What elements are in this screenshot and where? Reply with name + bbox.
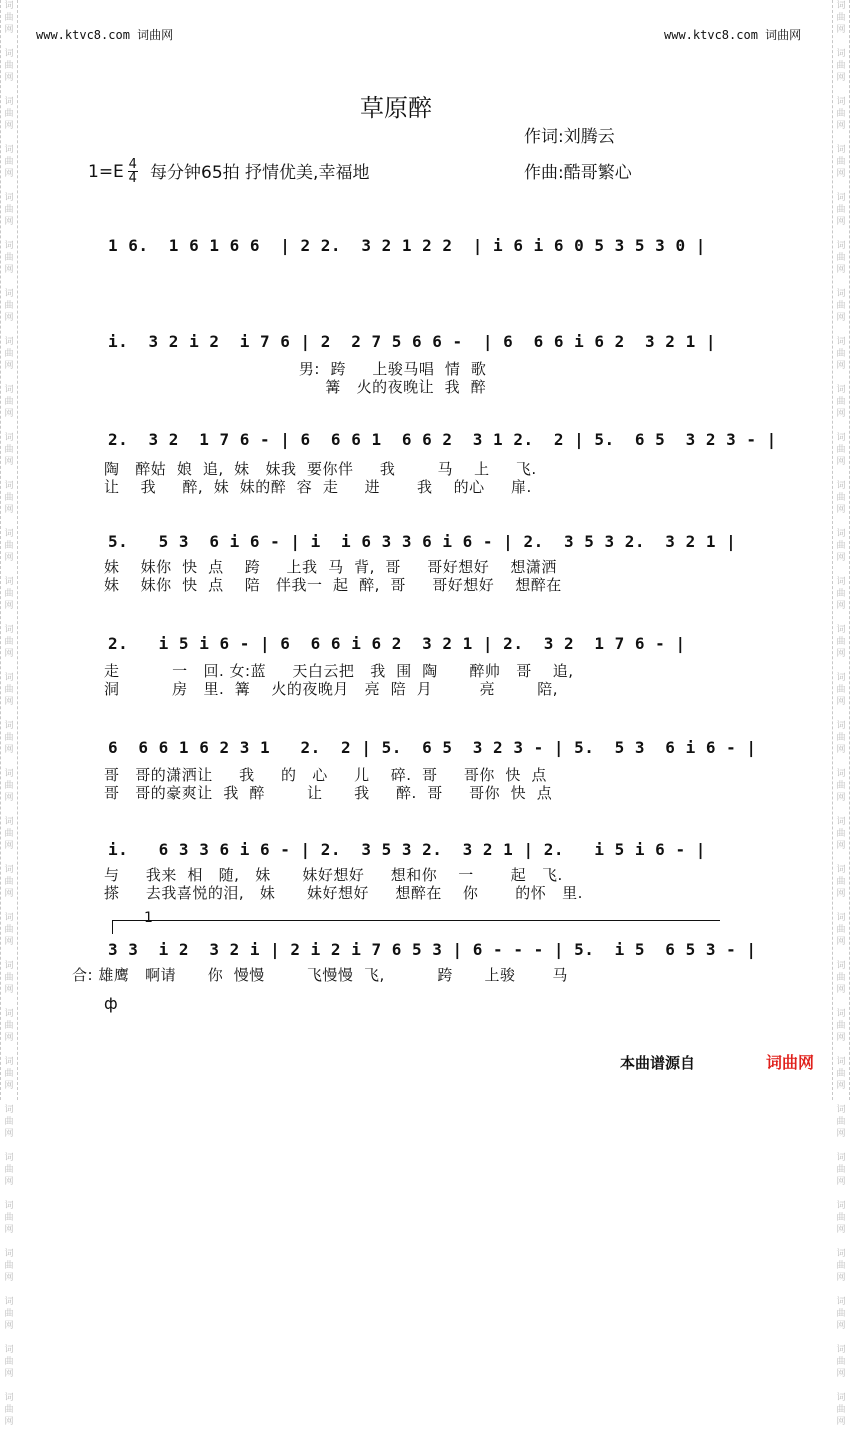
watermark-glyph: 网 xyxy=(836,745,846,755)
watermark-glyph: 网 xyxy=(836,1081,846,1091)
watermark-glyph: 网 xyxy=(836,649,846,659)
watermark-glyph: 词 xyxy=(4,1393,14,1403)
watermark-gap xyxy=(840,132,843,144)
watermark-glyph: 网 xyxy=(836,25,846,35)
watermark-glyph: 词 xyxy=(4,529,14,539)
watermark-gap xyxy=(840,420,843,432)
watermark-glyph: 曲 xyxy=(4,973,14,983)
watermark-gap xyxy=(8,564,11,576)
watermark-glyph: 网 xyxy=(4,1129,14,1139)
watermark-glyph: 网 xyxy=(836,1129,846,1139)
watermark-glyph: 网 xyxy=(4,1225,14,1235)
watermark-gap xyxy=(8,324,11,336)
watermark-glyph: 曲 xyxy=(836,13,846,23)
watermark-glyph: 词 xyxy=(836,1,846,11)
watermark-glyph: 曲 xyxy=(4,349,14,359)
watermark-glyph: 曲 xyxy=(836,445,846,455)
watermark-gap xyxy=(8,852,11,864)
watermark-glyph: 曲 xyxy=(836,61,846,71)
watermark-glyph: 网 xyxy=(4,1417,14,1427)
watermark-gap xyxy=(840,228,843,240)
watermark-gap xyxy=(840,1140,843,1152)
watermark-glyph: 词 xyxy=(836,529,846,539)
watermark-glyph: 曲 xyxy=(836,1261,846,1271)
watermark-gap xyxy=(840,852,843,864)
watermark-glyph: 曲 xyxy=(4,397,14,407)
watermark-glyph: 词 xyxy=(4,1,14,11)
coda-icon: ф xyxy=(104,994,118,1013)
watermark-glyph: 网 xyxy=(836,697,846,707)
watermark-glyph: 曲 xyxy=(4,925,14,935)
watermark-glyph: 曲 xyxy=(4,157,14,167)
watermark-glyph: 词 xyxy=(836,577,846,587)
watermark-glyph: 词 xyxy=(836,97,846,107)
watermark-glyph: 曲 xyxy=(836,637,846,647)
watermark-glyph: 词 xyxy=(4,337,14,347)
watermark-gap xyxy=(8,276,11,288)
watermark-gap xyxy=(8,1284,11,1296)
watermark-glyph: 曲 xyxy=(4,445,14,455)
watermark-glyph: 网 xyxy=(4,169,14,179)
watermark-glyph: 词 xyxy=(836,913,846,923)
notation-line: 6 6 6 1 6 2 3 1 2. 2 | 5. 6 5 3 2 3 - | 5. 5 3 6 i 6 - | xyxy=(108,738,757,757)
watermark-glyph: 曲 xyxy=(4,109,14,119)
watermark-glyph: 网 xyxy=(4,217,14,227)
watermark-glyph: 曲 xyxy=(836,1069,846,1079)
watermark-glyph: 网 xyxy=(4,937,14,947)
watermark-glyph: 词 xyxy=(4,193,14,203)
volta-number: 1 xyxy=(144,910,153,926)
watermark-glyph: 曲 xyxy=(4,301,14,311)
watermark-glyph: 词 xyxy=(836,1009,846,1019)
watermark-glyph: 网 xyxy=(836,937,846,947)
watermark-glyph: 网 xyxy=(4,1033,14,1043)
watermark-gap xyxy=(840,900,843,912)
watermark-gap xyxy=(840,1092,843,1104)
watermark-gap xyxy=(840,708,843,720)
watermark-glyph: 词 xyxy=(4,1249,14,1259)
watermark-glyph: 网 xyxy=(836,457,846,467)
watermark-glyph: 词 xyxy=(836,49,846,59)
watermark-glyph: 词 xyxy=(4,769,14,779)
watermark-glyph: 曲 xyxy=(4,589,14,599)
watermark-glyph: 曲 xyxy=(4,1213,14,1223)
watermark-glyph: 网 xyxy=(4,985,14,995)
watermark-gap xyxy=(8,1092,11,1104)
watermark-glyph: 曲 xyxy=(4,685,14,695)
lyric-line: 与 我来 相 随, 妹 妹好想好 想和你 一 起 飞. xyxy=(104,866,563,884)
key-signature xyxy=(88,158,144,185)
watermark-gap xyxy=(840,1332,843,1344)
watermark-glyph: 曲 xyxy=(4,1261,14,1271)
watermark-glyph: 词 xyxy=(836,721,846,731)
notation-line: i. 3 2 i 2 i 7 6 | 2 2 7 5 6 6 - | 6 6 6 i 6 2 3 2 1 | xyxy=(108,332,716,351)
watermark-glyph: 词 xyxy=(836,193,846,203)
watermark-glyph: 网 xyxy=(4,1273,14,1283)
site-url-right[interactable]: www.ktvc8.com 词曲网 xyxy=(664,28,802,42)
watermark-glyph: 曲 xyxy=(836,1309,846,1319)
watermark-glyph: 曲 xyxy=(836,1021,846,1031)
lyric-line: 搽 去我喜悦的泪, 妹 妹好想好 想醉在 你 的怀 里. xyxy=(104,884,583,902)
watermark-glyph: 词 xyxy=(4,625,14,635)
watermark-glyph: 词 xyxy=(836,481,846,491)
watermark-glyph: 网 xyxy=(836,121,846,131)
watermark-glyph: 网 xyxy=(836,1369,846,1379)
watermark-glyph: 曲 xyxy=(4,1021,14,1031)
watermark-glyph: 词 xyxy=(4,673,14,683)
watermark-glyph: 词 xyxy=(4,145,14,155)
lyric-line: 妹 妹你 快 点 陪 伴我一 起 醉, 哥 哥好想好 想醉在 xyxy=(104,576,562,594)
watermark-gap xyxy=(8,1380,11,1392)
watermark-glyph: 词 xyxy=(4,1201,14,1211)
watermark-glyph: 网 xyxy=(4,1321,14,1331)
watermark-glyph: 词 xyxy=(836,385,846,395)
watermark-glyph: 曲 xyxy=(836,493,846,503)
watermark-gap xyxy=(840,180,843,192)
watermark-glyph: 词 xyxy=(4,1297,14,1307)
song-title: 草原醉 xyxy=(360,94,432,122)
watermark-glyph: 网 xyxy=(4,841,14,851)
watermark-gap xyxy=(840,468,843,480)
watermark-glyph: 词 xyxy=(836,673,846,683)
watermark-gap xyxy=(840,36,843,48)
watermark-glyph: 词 xyxy=(4,1153,14,1163)
watermark-gap xyxy=(840,372,843,384)
watermark-gap xyxy=(8,468,11,480)
watermark-glyph: 曲 xyxy=(836,205,846,215)
watermark-gap xyxy=(840,516,843,528)
watermark-glyph: 曲 xyxy=(4,13,14,23)
watermark-glyph: 曲 xyxy=(836,589,846,599)
watermark-glyph: 网 xyxy=(4,121,14,131)
notation-line: 5. 5 3 6 i 6 - | i i 6 3 3 6 i 6 - | 2. 3 5 3 2. 3 2 1 | xyxy=(108,532,737,551)
watermark-glyph: 网 xyxy=(4,697,14,707)
watermark-glyph: 词 xyxy=(836,241,846,251)
watermark-glyph: 词 xyxy=(836,961,846,971)
volta-bracket-hook xyxy=(112,920,113,934)
watermark-gap xyxy=(8,1428,11,1440)
watermark-glyph: 曲 xyxy=(836,781,846,791)
watermark-glyph: 词 xyxy=(4,289,14,299)
site-url-left[interactable]: www.ktvc8.com 词曲网 xyxy=(36,28,174,42)
time-signature xyxy=(128,158,138,185)
watermark-glyph: 曲 xyxy=(836,301,846,311)
watermark-glyph: 词 xyxy=(4,961,14,971)
watermark-gap xyxy=(840,660,843,672)
watermark-gap xyxy=(8,900,11,912)
watermark-glyph: 网 xyxy=(836,265,846,275)
watermark-glyph: 网 xyxy=(836,553,846,563)
lyric-line: 篝 火的夜晚让 我 醉 xyxy=(104,378,487,396)
watermark-glyph: 曲 xyxy=(836,1117,846,1127)
watermark-glyph: 词 xyxy=(4,1057,14,1067)
watermark-glyph: 词 xyxy=(836,1393,846,1403)
watermark-glyph: 网 xyxy=(4,265,14,275)
watermark-glyph: 网 xyxy=(4,25,14,35)
watermark-glyph: 曲 xyxy=(836,349,846,359)
watermark-glyph: 词 xyxy=(4,433,14,443)
notation-line: 1 6. 1 6 1 6 6 | 2 2. 3 2 1 2 2 | i 6 i 6 0 5 3 5 3 0 | xyxy=(108,236,706,255)
watermark-glyph: 网 xyxy=(836,1225,846,1235)
watermark-gap xyxy=(8,180,11,192)
lyric-line: 哥 哥的豪爽让 我 醉 让 我 醉. 哥 哥你 快 点 xyxy=(104,784,553,802)
watermark-glyph: 词 xyxy=(4,97,14,107)
tempo-style: 每分钟65拍 抒情优美,幸福地 xyxy=(150,163,370,183)
watermark-gap xyxy=(8,84,11,96)
volta-bracket-line xyxy=(112,920,720,921)
watermark-glyph: 词 xyxy=(836,1153,846,1163)
watermark-glyph: 词 xyxy=(836,337,846,347)
watermark-gap xyxy=(8,1332,11,1344)
watermark-glyph: 词 xyxy=(4,1345,14,1355)
watermark-gap xyxy=(8,132,11,144)
watermark-glyph: 词 xyxy=(4,49,14,59)
watermark-glyph: 词 xyxy=(836,1345,846,1355)
watermark-gap xyxy=(840,612,843,624)
watermark-glyph: 词 xyxy=(836,817,846,827)
watermark-gap xyxy=(8,708,11,720)
watermark-glyph: 网 xyxy=(4,745,14,755)
lyricist: 作词:刘腾云 xyxy=(524,127,615,147)
watermark-glyph: 曲 xyxy=(4,541,14,551)
watermark-glyph: 曲 xyxy=(836,877,846,887)
watermark-glyph: 网 xyxy=(836,1177,846,1187)
watermark-glyph: 曲 xyxy=(836,1165,846,1175)
time-sig-bottom: 4 xyxy=(128,171,137,186)
watermark-glyph: 词 xyxy=(4,721,14,731)
lyric-line: 走 一 回. 女:蓝 天白云把 我 围 陶 醉帅 哥 追, xyxy=(104,662,574,680)
watermark-gap xyxy=(8,372,11,384)
watermark-glyph: 词 xyxy=(4,577,14,587)
watermark-glyph: 曲 xyxy=(836,733,846,743)
watermark-glyph: 词 xyxy=(4,241,14,251)
notation-line: 2. i 5 i 6 - | 6 6 6 i 6 2 3 2 1 | 2. 3 2 1 7 6 - | xyxy=(108,634,686,653)
lyric-line: 洞 房 里. 篝 火的夜晚月 亮 陪 月 亮 陪, xyxy=(104,680,559,698)
watermark-glyph: 网 xyxy=(4,1177,14,1187)
watermark-glyph: 词 xyxy=(836,145,846,155)
watermark-glyph: 网 xyxy=(4,793,14,803)
watermark-glyph: 曲 xyxy=(4,1309,14,1319)
watermark-gap xyxy=(840,1284,843,1296)
watermark-glyph: 曲 xyxy=(836,829,846,839)
watermark-glyph: 网 xyxy=(836,889,846,899)
watermark-gap xyxy=(8,36,11,48)
watermark-glyph: 词 xyxy=(4,1105,14,1115)
watermark-glyph: 曲 xyxy=(4,1357,14,1367)
watermark-gap xyxy=(840,1188,843,1200)
watermark-glyph: 词 xyxy=(4,385,14,395)
watermark-glyph: 曲 xyxy=(836,541,846,551)
watermark-glyph: 网 xyxy=(836,217,846,227)
watermark-glyph: 网 xyxy=(4,313,14,323)
watermark-glyph: 网 xyxy=(836,1033,846,1043)
watermark-gap xyxy=(840,276,843,288)
composer: 作曲:酷哥繁心 xyxy=(524,163,632,183)
watermark-glyph: 词 xyxy=(836,289,846,299)
watermark-glyph: 曲 xyxy=(4,1405,14,1415)
watermark-glyph: 曲 xyxy=(4,733,14,743)
watermark-glyph: 词 xyxy=(836,625,846,635)
watermark-glyph: 网 xyxy=(836,73,846,83)
watermark-gap xyxy=(8,612,11,624)
watermark-glyph: 曲 xyxy=(4,61,14,71)
watermark-glyph: 曲 xyxy=(4,781,14,791)
watermark-glyph: 网 xyxy=(4,505,14,515)
watermark-gap xyxy=(8,516,11,528)
watermark-glyph: 网 xyxy=(836,985,846,995)
watermark-gap xyxy=(8,756,11,768)
watermark-glyph: 网 xyxy=(4,409,14,419)
watermark-strip-left xyxy=(0,0,18,1427)
key-label: 1=E xyxy=(88,161,124,182)
watermark-glyph: 曲 xyxy=(836,973,846,983)
watermark-glyph: 曲 xyxy=(836,109,846,119)
watermark-glyph: 网 xyxy=(836,505,846,515)
watermark-glyph: 词 xyxy=(836,1105,846,1115)
watermark-glyph: 网 xyxy=(836,313,846,323)
brand-logo[interactable]: 词曲网 xyxy=(766,1053,815,1072)
watermark-glyph: 曲 xyxy=(4,205,14,215)
time-sig-top: 4 xyxy=(128,157,137,172)
lyric-line: 哥 哥的潇洒让 我 的 心 儿 碎. 哥 哥你 快 点 xyxy=(104,766,547,784)
watermark-gap xyxy=(8,1140,11,1152)
notation-line: i. 6 3 3 6 i 6 - | 2. 3 5 3 2. 3 2 1 | 2. i 5 i 6 - | xyxy=(108,840,706,859)
watermark-glyph: 曲 xyxy=(836,397,846,407)
lyric-line: 妹 妹你 快 点 跨 上我 马 背, 哥 哥好想好 想潇洒 xyxy=(104,558,557,576)
lyric-line: 合: 雄鹰 啊请 你 慢慢 飞慢慢 飞, 跨 上骏 马 xyxy=(72,966,568,984)
watermark-gap xyxy=(840,756,843,768)
watermark-glyph: 网 xyxy=(836,1273,846,1283)
lyric-line: 让 我 醉, 妹 妹的醉 容 走 进 我 的心 扉. xyxy=(104,478,532,496)
watermark-glyph: 词 xyxy=(836,769,846,779)
watermark-glyph: 曲 xyxy=(836,1357,846,1367)
watermark-glyph: 网 xyxy=(836,169,846,179)
watermark-glyph: 网 xyxy=(4,601,14,611)
watermark-gap xyxy=(840,1236,843,1248)
watermark-glyph: 曲 xyxy=(4,493,14,503)
watermark-glyph: 曲 xyxy=(4,877,14,887)
lyric-line: 陶 醉姑 娘 追, 妹 妹我 要你伴 我 马 上 飞. xyxy=(104,460,537,478)
notation-line: 3 3 i 2 3 2 i | 2 i 2 i 7 6 5 3 | 6 - - - | 5. i 5 6 5 3 - | xyxy=(108,940,757,959)
watermark-glyph: 网 xyxy=(4,1081,14,1091)
watermark-gap xyxy=(840,1380,843,1392)
watermark-gap xyxy=(8,1044,11,1056)
watermark-glyph: 词 xyxy=(836,865,846,875)
watermark-glyph: 网 xyxy=(836,841,846,851)
watermark-glyph: 曲 xyxy=(836,157,846,167)
lyric-line: 男: 跨 上骏马唱 情 歌 xyxy=(104,360,487,378)
watermark-glyph: 词 xyxy=(4,865,14,875)
watermark-glyph: 词 xyxy=(4,1009,14,1019)
watermark-glyph: 词 xyxy=(836,433,846,443)
watermark-glyph: 曲 xyxy=(4,1117,14,1127)
watermark-gap xyxy=(840,804,843,816)
watermark-glyph: 网 xyxy=(836,793,846,803)
watermark-gap xyxy=(840,948,843,960)
watermark-glyph: 网 xyxy=(4,553,14,563)
watermark-glyph: 网 xyxy=(4,1369,14,1379)
watermark-glyph: 网 xyxy=(4,73,14,83)
watermark-glyph: 网 xyxy=(836,601,846,611)
watermark-glyph: 曲 xyxy=(836,1405,846,1415)
watermark-glyph: 网 xyxy=(836,1321,846,1331)
watermark-gap xyxy=(8,228,11,240)
watermark-glyph: 词 xyxy=(4,913,14,923)
notation-line: 2. 3 2 1 7 6 - | 6 6 6 1 6 6 2 3 1 2. 2 | 5. 6 5 3 2 3 - | xyxy=(108,430,777,449)
watermark-glyph: 网 xyxy=(4,649,14,659)
watermark-glyph: 网 xyxy=(4,889,14,899)
watermark-gap xyxy=(8,660,11,672)
watermark-glyph: 词 xyxy=(836,1057,846,1067)
watermark-gap xyxy=(8,420,11,432)
watermark-glyph: 曲 xyxy=(4,1165,14,1175)
watermark-gap xyxy=(840,564,843,576)
watermark-glyph: 曲 xyxy=(4,253,14,263)
watermark-glyph: 词 xyxy=(4,817,14,827)
watermark-glyph: 词 xyxy=(4,481,14,491)
watermark-glyph: 曲 xyxy=(4,1069,14,1079)
watermark-glyph: 曲 xyxy=(836,925,846,935)
watermark-glyph: 网 xyxy=(836,1417,846,1427)
watermark-gap xyxy=(840,996,843,1008)
watermark-gap xyxy=(840,1428,843,1440)
watermark-glyph: 曲 xyxy=(836,685,846,695)
watermark-gap xyxy=(8,1236,11,1248)
watermark-glyph: 曲 xyxy=(836,253,846,263)
watermark-gap xyxy=(8,996,11,1008)
watermark-glyph: 网 xyxy=(836,361,846,371)
watermark-gap xyxy=(840,324,843,336)
watermark-glyph: 词 xyxy=(836,1297,846,1307)
watermark-glyph: 词 xyxy=(836,1249,846,1259)
watermark-gap xyxy=(8,804,11,816)
watermark-glyph: 曲 xyxy=(4,829,14,839)
watermark-gap xyxy=(840,84,843,96)
watermark-glyph: 网 xyxy=(4,457,14,467)
watermark-glyph: 曲 xyxy=(4,637,14,647)
watermark-gap xyxy=(8,1188,11,1200)
watermark-gap xyxy=(8,948,11,960)
watermark-glyph: 网 xyxy=(4,361,14,371)
watermark-strip-right xyxy=(832,0,850,1427)
source-text: 本曲谱源自 xyxy=(620,1054,696,1072)
watermark-glyph: 网 xyxy=(836,409,846,419)
watermark-glyph: 曲 xyxy=(836,1213,846,1223)
watermark-glyph: 词 xyxy=(836,1201,846,1211)
watermark-gap xyxy=(840,1044,843,1056)
